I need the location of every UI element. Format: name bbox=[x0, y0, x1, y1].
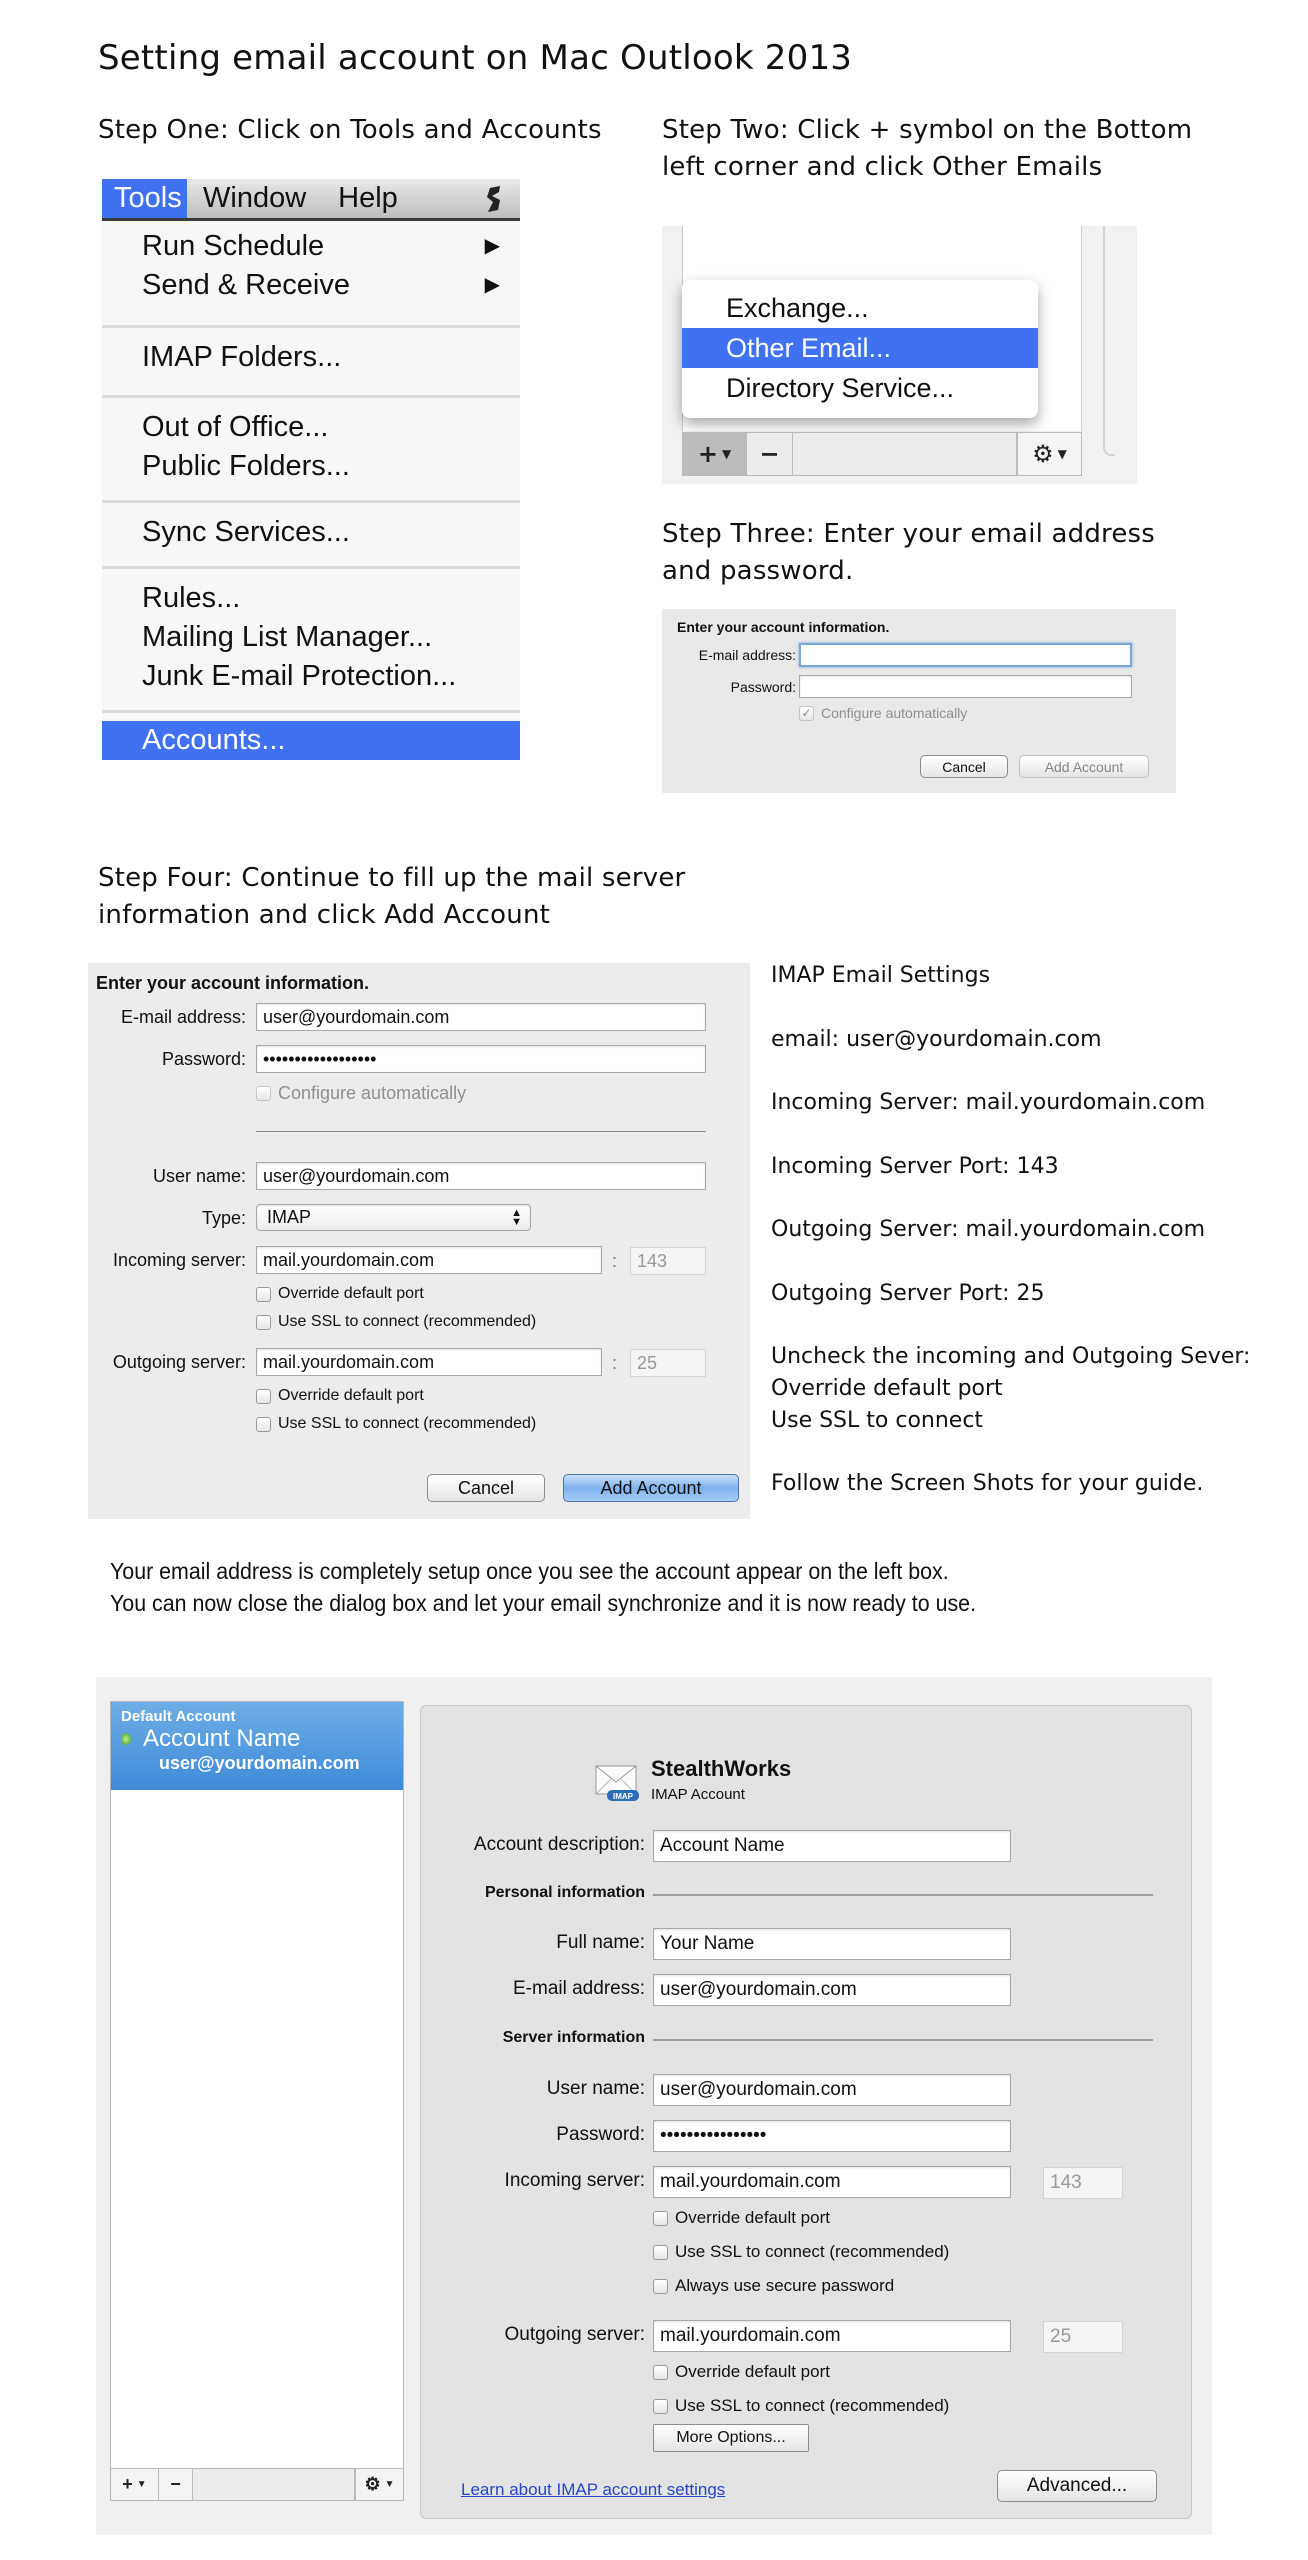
outgoing-ssl-checkbox[interactable] bbox=[256, 1415, 536, 1433]
checkbox-icon bbox=[653, 2245, 668, 2260]
add-account-button[interactable]: Add Account bbox=[563, 1474, 739, 1502]
applescript-icon[interactable] bbox=[468, 179, 520, 218]
checkbox-label: Override default port bbox=[675, 2208, 830, 2227]
learn-imap-settings-link[interactable]: Learn about IMAP account settings bbox=[461, 2480, 726, 2499]
step-one-heading: Step One: Click on Tools and Accounts bbox=[98, 115, 602, 145]
heading-line: and password. bbox=[662, 556, 854, 586]
svg-text:IMAP: IMAP bbox=[613, 1792, 633, 1801]
checkbox-label: Use SSL to connect (recommended) bbox=[675, 2242, 950, 2261]
email-field[interactable]: user@yourdomain.com bbox=[653, 1974, 1011, 2006]
checkbox-icon bbox=[653, 2399, 668, 2414]
step-two-heading bbox=[662, 112, 1192, 186]
menu-separator bbox=[102, 710, 520, 713]
incoming-ssl-checkbox[interactable] bbox=[256, 1313, 536, 1331]
tools-menu-screenshot bbox=[102, 179, 520, 756]
checkbox-icon bbox=[256, 1287, 271, 1302]
submenu-arrow-icon: ▶ bbox=[484, 274, 500, 296]
add-account-button[interactable]: Add Account bbox=[1019, 755, 1149, 778]
account-list-toolbar bbox=[111, 2468, 403, 2500]
incoming-port-field[interactable]: 143 bbox=[630, 1247, 706, 1275]
account-type: IMAP Account bbox=[651, 1786, 745, 1803]
status-online-icon bbox=[121, 1733, 131, 1745]
account-description-field[interactable]: Account Name bbox=[653, 1830, 1011, 1862]
checkbox-icon bbox=[256, 1389, 271, 1404]
menu-item-sync-services[interactable]: Sync Services... bbox=[142, 516, 350, 548]
personal-info-section: Personal information bbox=[484, 1884, 645, 1901]
email-field[interactable] bbox=[799, 643, 1132, 667]
advanced-button[interactable]: Advanced... bbox=[997, 2470, 1157, 2502]
imap-settings-text bbox=[771, 960, 1301, 1532]
outgoing-ssl-checkbox[interactable] bbox=[653, 2396, 949, 2416]
password-field[interactable]: •••••••••••••••• bbox=[653, 2120, 1011, 2152]
port-separator: : bbox=[612, 1251, 618, 1271]
email-field[interactable]: user@yourdomain.com bbox=[256, 1003, 706, 1031]
gear-icon: ⚙ bbox=[1032, 440, 1054, 468]
outgoing-server-field[interactable]: mail.yourdomain.com bbox=[653, 2320, 1011, 2352]
dropdown-arrow-icon: ▼ bbox=[1057, 447, 1067, 461]
setup-complete-note: Your email address is completely setup once you see the account appear on the left box. bbox=[110, 1558, 949, 1584]
dropdown-arrow-icon: ▼ bbox=[136, 2479, 147, 2490]
outgoing-override-port-checkbox[interactable] bbox=[653, 2362, 830, 2382]
username-field[interactable]: user@yourdomain.com bbox=[653, 2074, 1011, 2106]
popup-item-other-email[interactable]: Other Email... bbox=[682, 328, 1038, 368]
full-name-label: Full name: bbox=[556, 1932, 645, 1953]
port-separator: : bbox=[612, 1353, 618, 1373]
dialog-prompt: Enter your account information. bbox=[96, 973, 370, 993]
secure-password-checkbox[interactable] bbox=[653, 2276, 894, 2296]
instruction-line: Use SSL to connect bbox=[771, 1408, 984, 1433]
updown-arrows-icon: ▲ ▼ bbox=[511, 1206, 522, 1228]
incoming-override-port-checkbox[interactable] bbox=[653, 2208, 830, 2228]
add-account-button[interactable] bbox=[111, 2469, 159, 2500]
menu-separator bbox=[102, 395, 520, 398]
account-email: user@yourdomain.com bbox=[159, 1753, 360, 1773]
gear-icon: ⚙ bbox=[364, 2474, 381, 2494]
checkbox-label: Use SSL to connect (recommended) bbox=[278, 1313, 537, 1330]
outgoing-server-label: Outgoing server: bbox=[112, 1352, 246, 1372]
full-name-field[interactable]: Your Name bbox=[653, 1928, 1011, 1960]
account-name: Account Name bbox=[143, 1725, 301, 1752]
settings-outgoing-server: Outgoing Server: mail.yourdomain.com bbox=[771, 1217, 1206, 1242]
accounts-window bbox=[96, 1677, 1212, 2535]
menu-item-imap-folders[interactable]: IMAP Folders... bbox=[142, 341, 342, 373]
incoming-server-label: Incoming server: bbox=[504, 2170, 645, 2191]
checkbox-label: Always use secure password bbox=[675, 2276, 895, 2295]
outgoing-override-port-checkbox[interactable] bbox=[256, 1387, 424, 1405]
configure-automatically-checkbox[interactable] bbox=[256, 1083, 466, 1104]
email-label: E-mail address: bbox=[120, 1007, 246, 1027]
menu-item-send-receive[interactable] bbox=[102, 266, 520, 305]
instruction-line: Uncheck the incoming and Outgoing Sever: bbox=[771, 1344, 1251, 1369]
account-title: StealthWorks bbox=[651, 1756, 792, 1781]
dialog-prompt: Enter your account information. bbox=[677, 619, 890, 635]
heading-line: Step Two: Click + symbol on the Bottom bbox=[662, 115, 1193, 145]
menu-item-rules[interactable]: Rules... bbox=[142, 582, 241, 614]
username-field[interactable]: user@yourdomain.com bbox=[256, 1162, 706, 1190]
configure-automatically-checkbox[interactable] bbox=[799, 705, 967, 721]
menu-item-run-schedule[interactable] bbox=[102, 227, 520, 266]
remove-account-button[interactable] bbox=[747, 433, 793, 475]
toolbar-spacer bbox=[193, 2469, 355, 2500]
menu-item-public-folders[interactable]: Public Folders... bbox=[142, 450, 350, 482]
server-info-section: Server information bbox=[502, 2029, 645, 2046]
submenu-arrow-icon: ▶ bbox=[484, 235, 500, 257]
settings-title: IMAP Email Settings bbox=[771, 963, 991, 988]
menu-item-mailing-list-manager[interactable]: Mailing List Manager... bbox=[142, 621, 433, 653]
settings-follow: Follow the Screen Shots for your guide. bbox=[771, 1471, 1204, 1496]
menu-item-out-of-office[interactable]: Out of Office... bbox=[142, 411, 329, 443]
password-label: Password: bbox=[556, 2124, 645, 2145]
menu-item-accounts[interactable]: Accounts... bbox=[102, 721, 520, 760]
add-account-popup bbox=[682, 280, 1038, 418]
section-divider bbox=[653, 2039, 1153, 2041]
cancel-button[interactable]: Cancel bbox=[920, 755, 1008, 778]
checkbox-label: Override default port bbox=[278, 1387, 424, 1404]
checkbox-icon bbox=[653, 2211, 668, 2226]
settings-incoming-port: Incoming Server Port: 143 bbox=[771, 1153, 1059, 1179]
page-title: Setting email account on Mac Outlook 2013 bbox=[98, 38, 853, 78]
cancel-button[interactable]: Cancel bbox=[427, 1474, 545, 1502]
menu-help[interactable]: Help bbox=[338, 182, 398, 214]
settings-outgoing-port: Outgoing Server Port: 25 bbox=[771, 1280, 1045, 1306]
outgoing-server-label: Outgoing server: bbox=[504, 2324, 645, 2345]
menu-separator bbox=[102, 325, 520, 328]
divider bbox=[256, 1131, 706, 1132]
username-label: User name: bbox=[546, 2078, 645, 2099]
checkbox-label: Use SSL to connect (recommended) bbox=[278, 1415, 537, 1432]
menu-separator bbox=[102, 500, 520, 503]
plus-icon: + bbox=[697, 440, 718, 468]
checkbox-label: Configure automatically bbox=[821, 705, 968, 721]
account-info-dialog-empty bbox=[662, 609, 1176, 793]
type-select[interactable] bbox=[256, 1204, 531, 1231]
imap-envelope-icon bbox=[595, 1762, 641, 1802]
synchronize-note: You can now close the dialog box and let your email synchronize and it is now ready to use. bbox=[110, 1590, 977, 1616]
username-label: User name: bbox=[152, 1166, 246, 1186]
settings-uncheck-instructions bbox=[771, 1341, 1301, 1437]
accounts-list bbox=[110, 1701, 404, 2501]
gear-menu-button[interactable] bbox=[355, 2469, 403, 2500]
checkbox-label: Configure automatically bbox=[278, 1083, 467, 1103]
checkbox-label: Use SSL to connect (recommended) bbox=[675, 2396, 950, 2415]
checkbox-icon bbox=[256, 1086, 271, 1101]
minus-icon: − bbox=[759, 440, 780, 468]
checkmark-icon: ✓ bbox=[799, 706, 814, 721]
incoming-server-label: Incoming server: bbox=[112, 1250, 246, 1270]
menu-separator bbox=[102, 566, 520, 569]
plus-icon: + bbox=[122, 2474, 133, 2494]
incoming-ssl-checkbox[interactable] bbox=[653, 2242, 949, 2262]
heading-line: Step Four: Continue to fill up the mail server bbox=[98, 863, 686, 893]
outgoing-server-field[interactable]: mail.yourdomain.com bbox=[256, 1348, 602, 1376]
menu-item-label: Run Schedule bbox=[142, 230, 325, 262]
account-group-label: Default Account bbox=[121, 1708, 236, 1725]
heading-line: information and click Add Account bbox=[98, 900, 551, 930]
dropdown-arrow-icon: ▼ bbox=[721, 447, 732, 461]
checkbox-icon bbox=[653, 2279, 668, 2294]
tools-menu-dropdown bbox=[102, 221, 520, 760]
more-options-button[interactable]: More Options... bbox=[653, 2424, 809, 2452]
incoming-port-field[interactable]: 143 bbox=[1043, 2167, 1123, 2199]
outgoing-port-field[interactable]: 25 bbox=[630, 1349, 706, 1377]
checkbox-icon bbox=[653, 2365, 668, 2380]
outgoing-port-field[interactable]: 25 bbox=[1043, 2321, 1123, 2353]
add-account-screenshot bbox=[662, 226, 1137, 484]
instruction-line: Override default port bbox=[771, 1376, 1003, 1401]
step-three-heading bbox=[662, 516, 1155, 590]
step-four-heading bbox=[98, 860, 685, 934]
account-description-label: Account description: bbox=[473, 1834, 645, 1855]
password-field[interactable]: •••••••••••••••••• bbox=[256, 1045, 706, 1073]
checkbox-label: Override default port bbox=[675, 2362, 830, 2381]
remove-account-button[interactable] bbox=[159, 2469, 193, 2500]
menu-bar bbox=[102, 179, 520, 221]
heading-line: left corner and click Other Emails bbox=[662, 152, 1103, 182]
password-field[interactable] bbox=[799, 675, 1132, 698]
checkbox-icon bbox=[256, 1417, 271, 1432]
minus-icon: − bbox=[170, 2474, 181, 2494]
password-label: Password: bbox=[730, 679, 796, 695]
menu-tools[interactable]: Tools bbox=[102, 179, 187, 218]
add-account-button[interactable] bbox=[683, 433, 747, 475]
settings-email: email: user@yourdomain.com bbox=[771, 1026, 1102, 1052]
checkbox-icon bbox=[256, 1315, 271, 1330]
incoming-server-field[interactable]: mail.yourdomain.com bbox=[256, 1246, 602, 1274]
gear-menu-button[interactable] bbox=[1017, 433, 1081, 475]
popup-item-directory-service[interactable]: Directory Service... bbox=[726, 373, 955, 403]
settings-incoming-server: Incoming Server: mail.yourdomain.com bbox=[771, 1090, 1206, 1115]
account-name-row bbox=[121, 1725, 403, 1753]
menu-item-label: Send & Receive bbox=[142, 269, 350, 301]
account-settings-panel bbox=[420, 1705, 1192, 2519]
email-label: E-mail address: bbox=[698, 647, 796, 663]
type-select-value: IMAP bbox=[267, 1207, 312, 1227]
toolbar-spacer bbox=[793, 433, 1017, 475]
incoming-server-field[interactable]: mail.yourdomain.com bbox=[653, 2166, 1011, 2198]
checkbox-label: Override default port bbox=[278, 1285, 424, 1302]
account-list-item-selected[interactable] bbox=[111, 1702, 403, 1790]
type-label: Type: bbox=[201, 1208, 246, 1228]
panel-edge bbox=[1103, 226, 1115, 456]
menu-window[interactable]: Window bbox=[203, 182, 307, 214]
account-list-toolbar bbox=[682, 432, 1082, 476]
section-divider bbox=[653, 1894, 1153, 1896]
email-label: E-mail address: bbox=[513, 1978, 645, 1999]
menu-item-junk-email-protection[interactable]: Junk E-mail Protection... bbox=[142, 660, 457, 692]
account-info-dialog-filled bbox=[88, 963, 750, 1519]
password-label: Password: bbox=[161, 1049, 246, 1069]
incoming-override-port-checkbox[interactable] bbox=[256, 1285, 424, 1303]
dropdown-arrow-icon: ▼ bbox=[384, 2479, 395, 2490]
heading-line: Step Three: Enter your email address bbox=[662, 519, 1156, 549]
popup-item-exchange[interactable]: Exchange... bbox=[726, 293, 869, 323]
